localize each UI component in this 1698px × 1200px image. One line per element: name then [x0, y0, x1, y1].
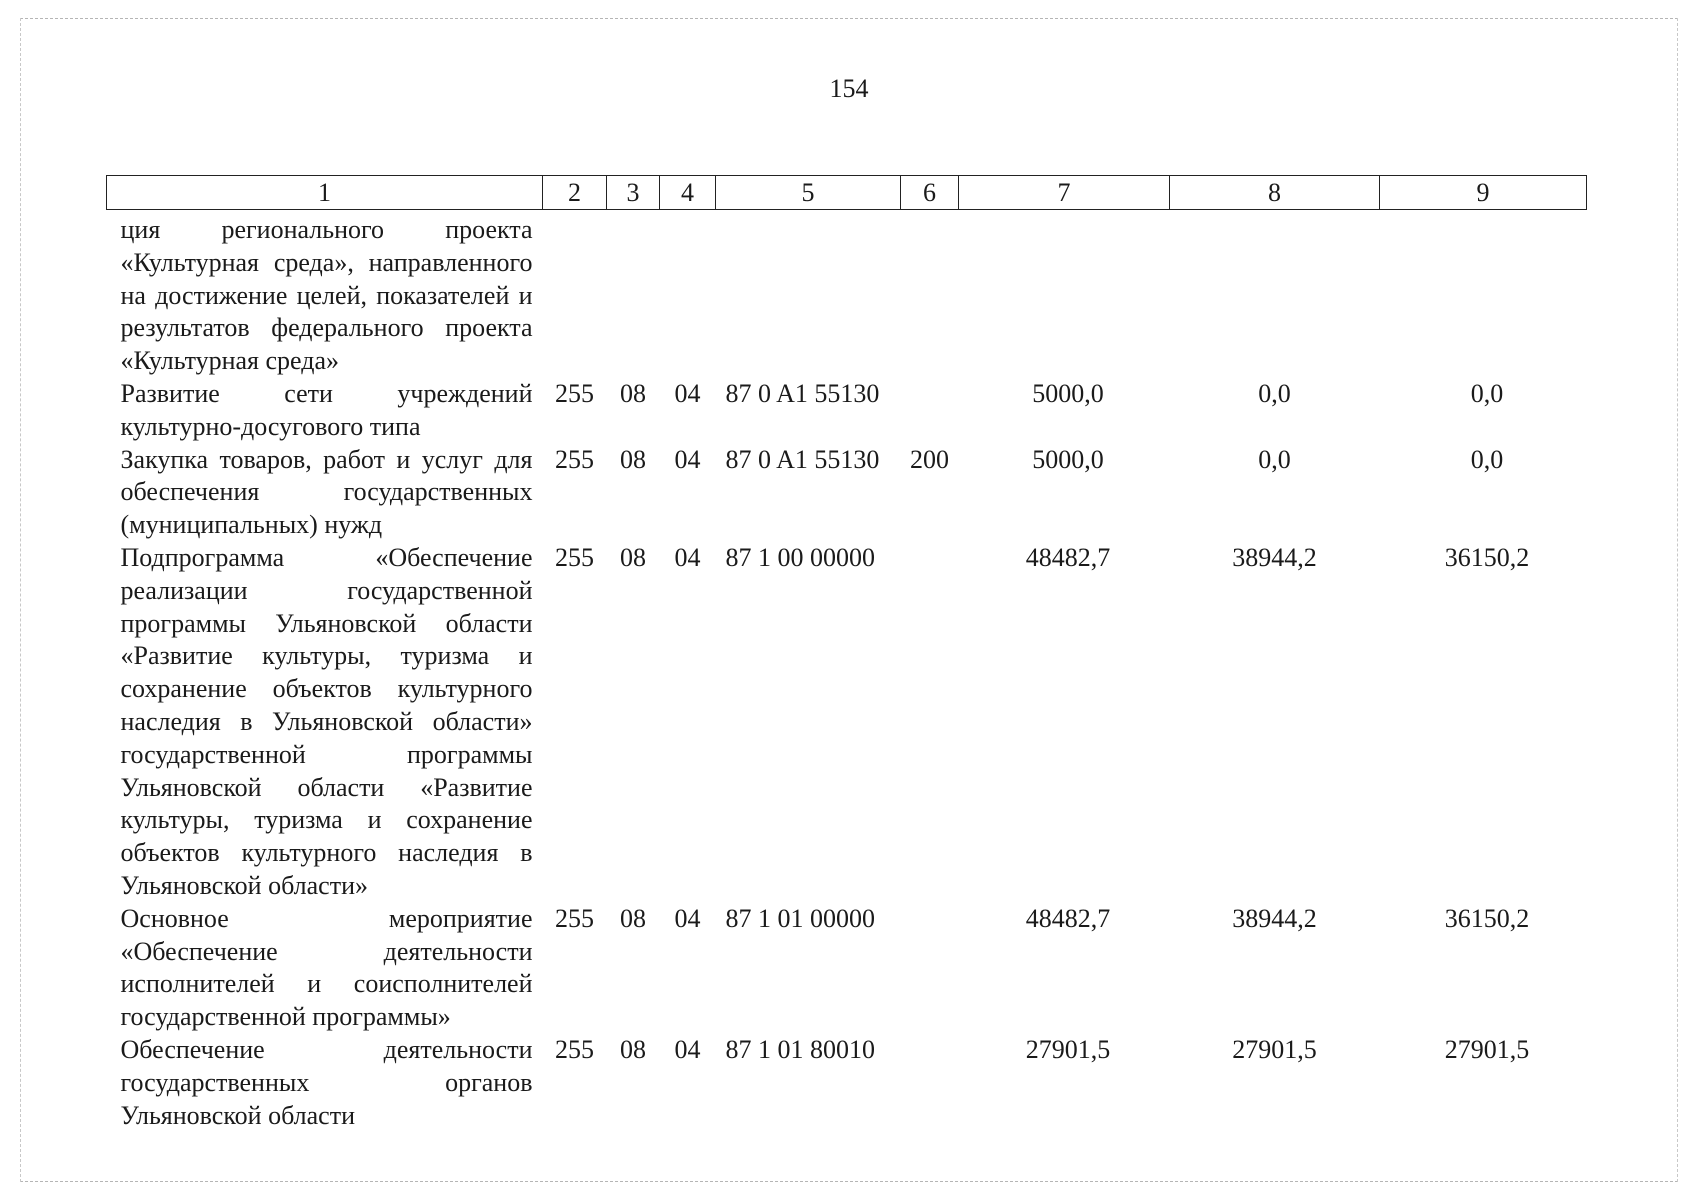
- row-name: Развитие сети учреждений культурно-досугового типа: [120, 378, 533, 441]
- cell-rz: 08: [620, 542, 646, 572]
- table-row: [107, 378, 1587, 444]
- column-header: 1: [107, 176, 543, 210]
- budget-table: [106, 175, 1587, 1132]
- cell-grbs: 255: [555, 1034, 594, 1064]
- cell-pr: 04: [674, 444, 701, 474]
- cell-year2: 0,0: [1258, 378, 1291, 408]
- row-name: Основное мероприятие «Обеспечение деятельности исполнителей и соисполнителей государственной программы»: [120, 903, 533, 1032]
- column-header: 8: [1170, 176, 1380, 210]
- column-header: 2: [543, 176, 607, 210]
- row-name: ция регионального проекта «Культурная среда», направленного на достижение целей, показателей и результатов федерального проекта «Культурная среда»: [120, 215, 533, 376]
- table-header-row: [107, 176, 1587, 210]
- table-row: [107, 210, 1587, 378]
- cell-pr: 04: [674, 1034, 701, 1064]
- cell-year3: [1380, 210, 1587, 378]
- cell-grbs: 255: [555, 903, 594, 933]
- cell-vr: [901, 378, 959, 444]
- cell-vr: [901, 210, 959, 378]
- cell-year3: 36150,2: [1444, 542, 1530, 572]
- row-name: Подпрограмма «Обеспечение реализации государственной программы Ульяновской области «Развитие культуры, туризма и сохранение объектов культурного наследия в Ульяновской области» государственной программы Ульяновской области «Развитие культуры, туризма и сохранение объектов культурного наследия в Ульяновской области»: [120, 542, 533, 900]
- cell-year2: 27901,5: [1232, 1034, 1317, 1064]
- cell-pr: 04: [674, 542, 701, 572]
- cell-pr: [660, 210, 716, 378]
- table-body: [107, 210, 1587, 1133]
- cell-year1: [959, 210, 1170, 378]
- column-header: 9: [1380, 176, 1587, 210]
- cell-csr: 87 1 00 00000: [725, 542, 875, 572]
- cell-vr: 200: [910, 444, 949, 474]
- cell-csr: [716, 210, 901, 378]
- cell-year1: 48482,7: [1025, 542, 1111, 572]
- cell-csr: 87 1 01 80010: [725, 1034, 875, 1064]
- table-row: [107, 542, 1587, 903]
- cell-csr: 87 0 A1 55130: [725, 444, 880, 474]
- cell-rz: 08: [620, 1034, 646, 1064]
- cell-rz: [607, 210, 660, 378]
- cell-year3: 0,0: [1470, 378, 1504, 408]
- cell-grbs: 255: [555, 444, 594, 474]
- cell-year3: 0,0: [1470, 444, 1504, 474]
- cell-csr: 87 1 01 00000: [725, 903, 875, 933]
- table-row: [107, 903, 1587, 1034]
- cell-year2: [1170, 210, 1380, 378]
- cell-csr: 87 0 A1 55130: [725, 378, 880, 408]
- cell-vr: [901, 903, 959, 1034]
- column-header: 4: [660, 176, 716, 210]
- cell-year2: 0,0: [1258, 444, 1291, 474]
- column-header: 5: [716, 176, 901, 210]
- column-header: 6: [901, 176, 959, 210]
- cell-pr: 04: [674, 903, 701, 933]
- cell-grbs: [543, 210, 607, 378]
- cell-year2: 38944,2: [1232, 542, 1317, 572]
- table-row: [107, 444, 1587, 542]
- cell-vr: [901, 1034, 959, 1132]
- cell-vr: [901, 542, 959, 903]
- cell-grbs: 255: [555, 542, 594, 572]
- table-row: [107, 1034, 1587, 1132]
- cell-year3: 27901,5: [1444, 1034, 1530, 1064]
- cell-year1: 48482,7: [1025, 903, 1111, 933]
- cell-year2: 38944,2: [1232, 903, 1317, 933]
- cell-year3: 36150,2: [1444, 903, 1530, 933]
- column-header: 3: [607, 176, 660, 210]
- row-name: Обеспечение деятельности государственных органов Ульяновской области: [120, 1034, 533, 1130]
- cell-grbs: 255: [555, 378, 594, 408]
- cell-rz: 08: [620, 903, 646, 933]
- row-name: Закупка товаров, работ и услуг для обеспечения государственных (муниципальных) нужд: [120, 444, 533, 540]
- page-number: 154: [829, 74, 869, 103]
- cell-pr: 04: [674, 378, 701, 408]
- cell-year1: 5000,0: [1032, 444, 1104, 474]
- column-header: 7: [959, 176, 1170, 210]
- cell-rz: 08: [620, 444, 646, 474]
- cell-year1: 27901,5: [1025, 1034, 1111, 1064]
- cell-rz: 08: [620, 378, 646, 408]
- cell-year1: 5000,0: [1032, 378, 1104, 408]
